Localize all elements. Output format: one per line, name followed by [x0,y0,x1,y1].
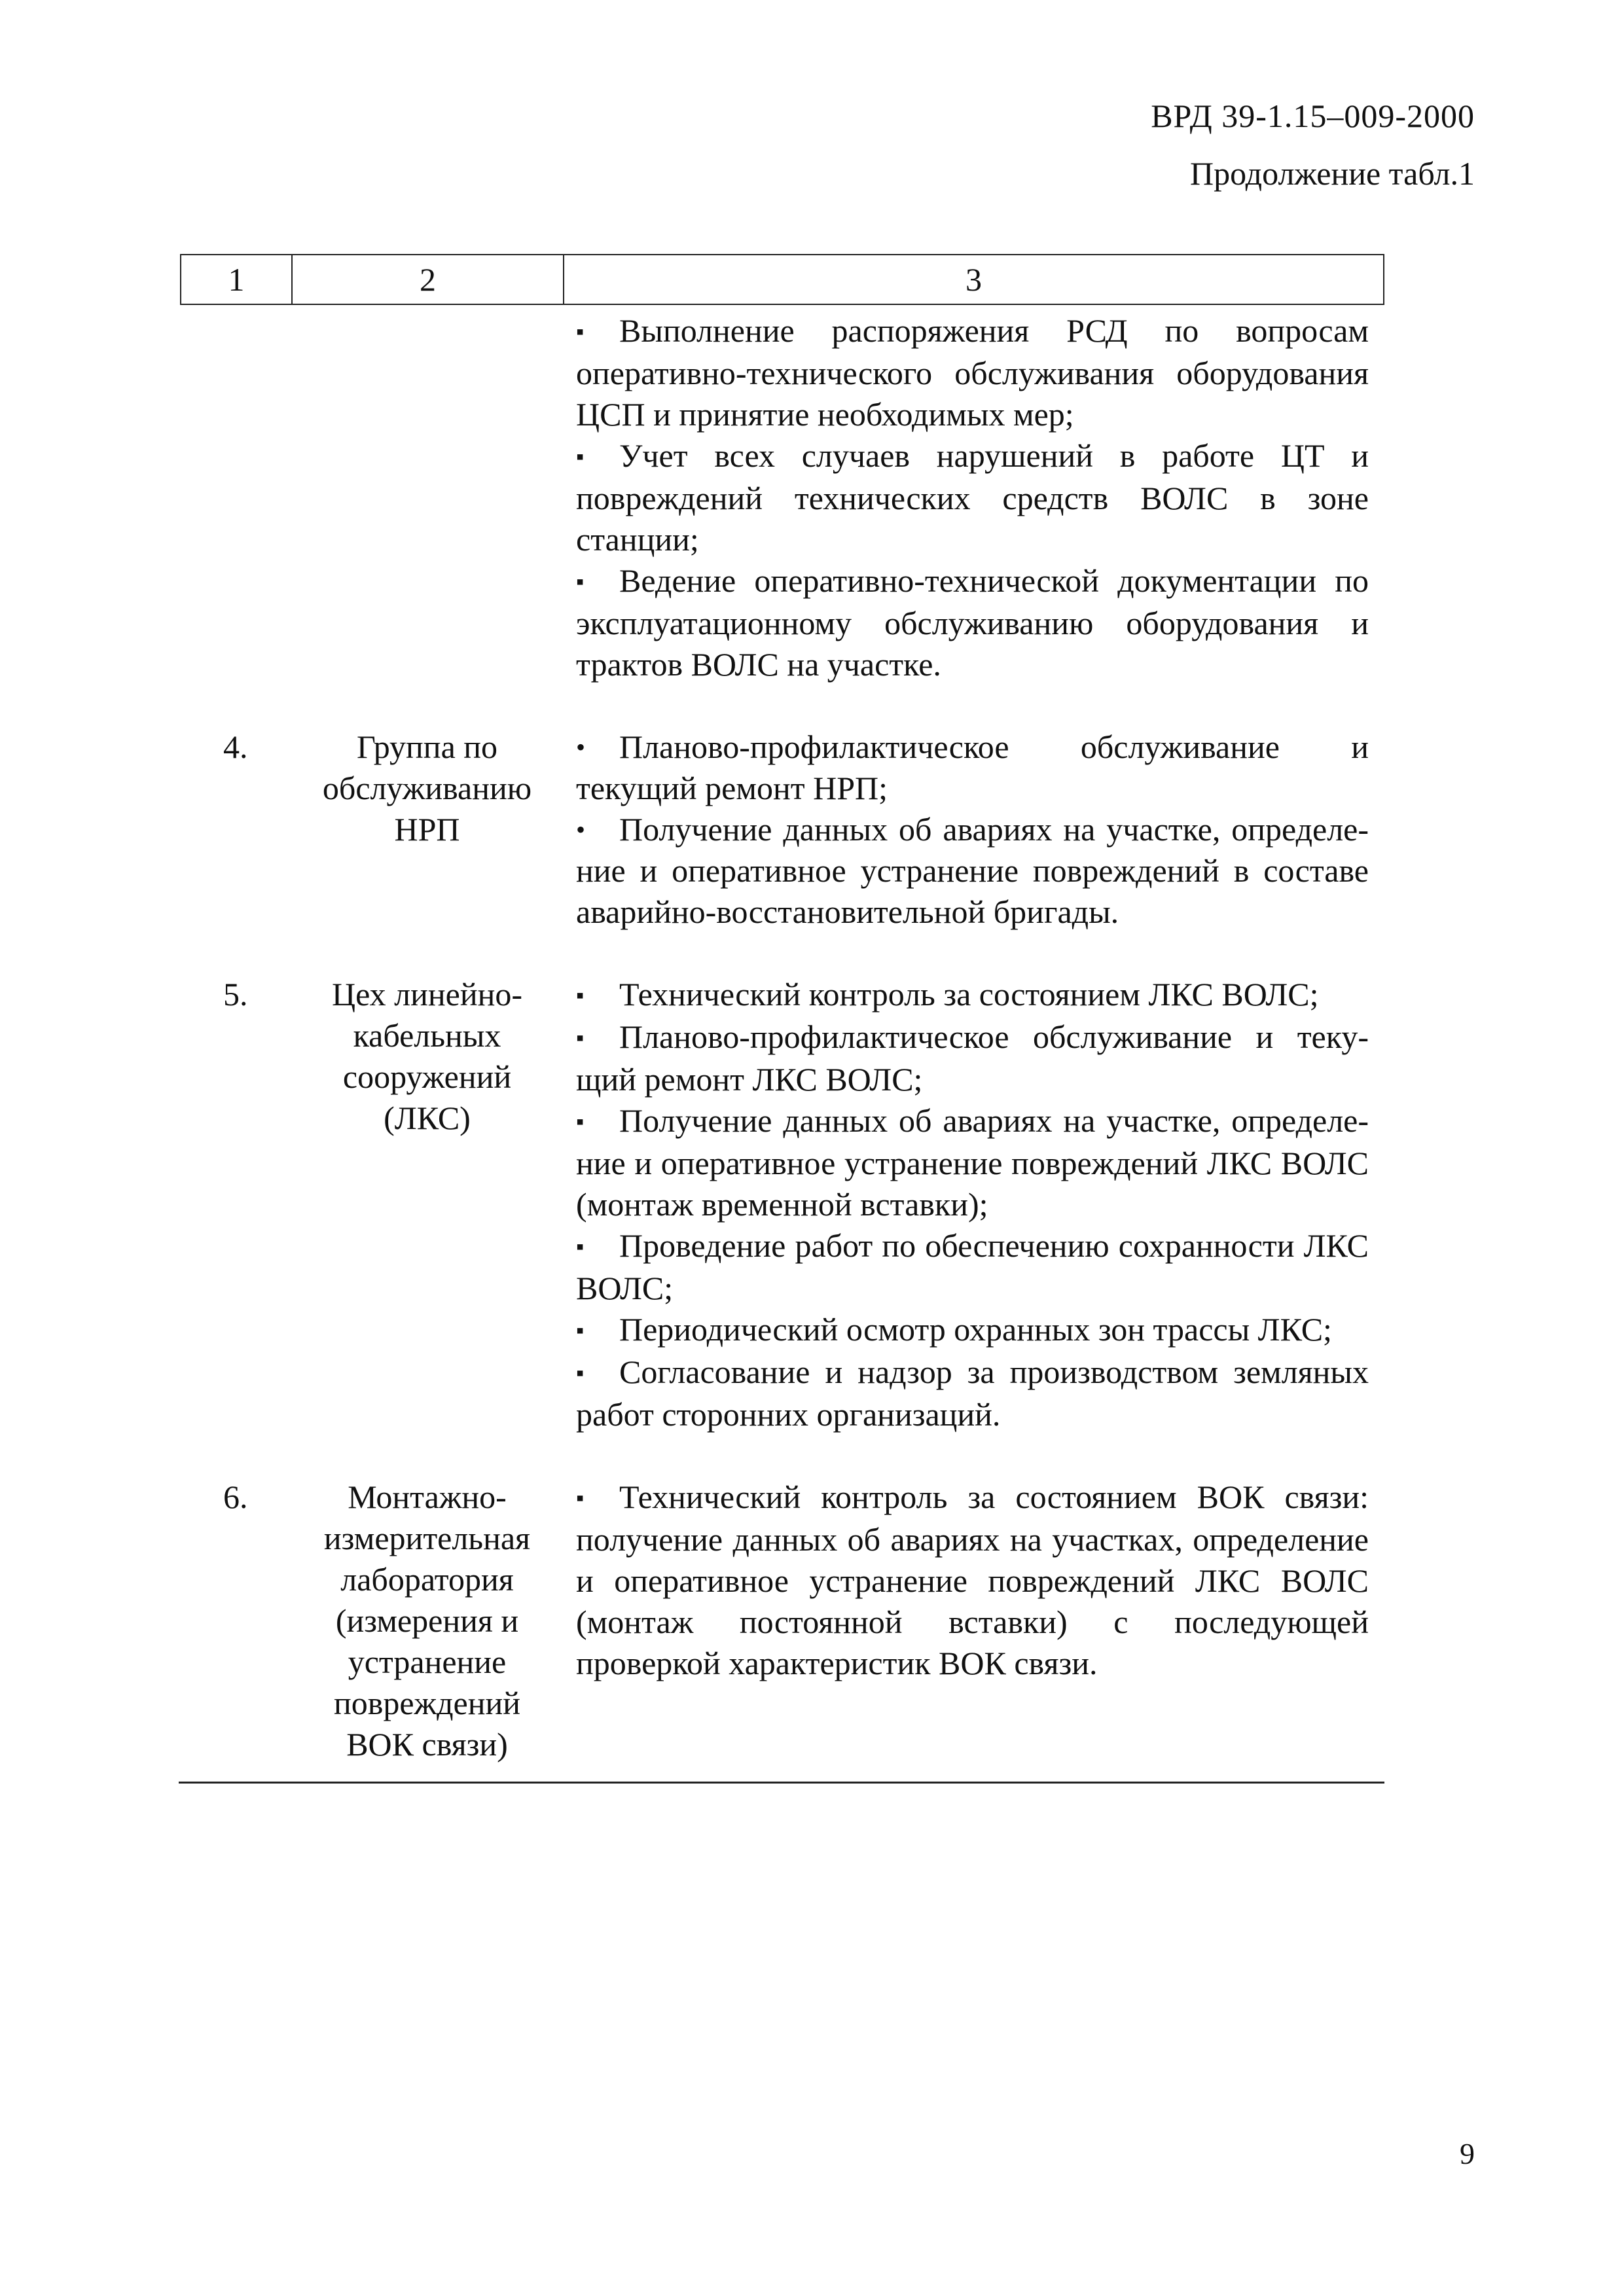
square-bullet-icon: ▪ [576,1026,585,1050]
duty-item: ▪ Получение данных об авариях на участке, определение и оперативное устранение повреждений ЛКС ВОЛС (монтаж временной вставки); [576,1102,1369,1223]
column-header-1: 1 [181,255,293,304]
round-bullet-icon: • [576,732,586,762]
row-unit-name: Монтажно-измерительная лаборатория (измерения и устранение повреждений ВОК связи) [323,1479,531,1763]
row-unit-name: Группа по обслуживанию НРП [322,728,532,848]
square-bullet-icon: ▪ [576,1110,585,1134]
table-row [180,974,1384,1435]
square-bullet-icon: ▪ [576,1319,585,1343]
duty-item: ▪ Технический контроль за состоянием ЛКС ВОЛС; [576,974,1369,1016]
table-continuation-label: Продолжение табл.1 [1190,155,1475,192]
square-bullet-icon: ▪ [576,1361,585,1386]
column-header-2: 2 [293,255,564,304]
row-number: 5. [223,976,248,1013]
square-bullet-icon: ▪ [576,984,585,1008]
duty-item: ▪ Ведение оперативно-технической документации по эксплуатационному обслуживанию оборудования и трактов ВОЛС на участке. [576,562,1369,683]
duty-item: ▪ Периодический осмотр охранных зон трассы ЛКС; [576,1309,1369,1352]
square-bullet-icon: ▪ [576,445,585,469]
duty-item: ▪ Учет всех случаев нарушений в работе ЦТ и повреждений технических средств ВОЛС в зоне станции; [576,437,1369,558]
row-number [180,310,291,685]
table-row [180,310,1384,685]
row-number: 4. [223,728,248,765]
round-bullet-icon: • [576,815,586,844]
square-bullet-icon: ▪ [576,320,585,344]
duty-item: ▪ Планово-профилактическое обслуживание и текущий ремонт ЛКС ВОЛС; [576,1018,1369,1098]
duty-item: • Получение данных об авариях на участке, определение и оперативное устранение повреждений в составе аварийно-восстановительной бригады. [576,809,1369,933]
row-duties [563,310,1384,685]
row-unit-name: Цех линейно-кабельных сооружений (ЛКС) [332,976,522,1136]
row-duties [563,1477,1384,1765]
table-bottom-rule [179,1782,1384,1784]
table-row [180,726,1384,933]
square-bullet-icon: ▪ [576,1235,585,1259]
page-number: 9 [1460,2137,1475,2170]
square-bullet-icon: ▪ [576,1486,585,1511]
duty-item: ▪ Технический контроль за состоянием ВОК связи: получение данных об авариях на участках, определение и оперативное устранение повреждений ЛКС ВОЛС (монтаж постоянной вставки) с последующей проверкой характеристик ВОК связи. [576,1479,1369,1681]
duty-item: ▪ Выполнение распоряжения РСД по вопросам оперативно-технического обслуживания оборудования ЦСП и принятие необходимых мер; [576,312,1369,433]
table-header-row [180,254,1384,305]
duty-item: • Планово-профилактическое обслуживание и текущий ремонт НРП; [576,726,1369,809]
row-duties [563,974,1384,1435]
duty-item: ▪ Проведение работ по обеспечению сохранности ЛКС ВОЛС; [576,1227,1369,1306]
row-unit-name [291,310,563,685]
column-header-3: 3 [965,261,982,298]
row-duties [563,726,1384,933]
table-row [180,1477,1384,1765]
duties-table [180,254,1384,1765]
row-number: 6. [223,1479,248,1515]
duty-item: ▪ Согласование и надзор за производством земляных работ сторонних организаций. [576,1354,1369,1433]
document-code: ВРД 39-1.15–009-2000 [1151,98,1475,134]
square-bullet-icon: ▪ [576,570,585,594]
